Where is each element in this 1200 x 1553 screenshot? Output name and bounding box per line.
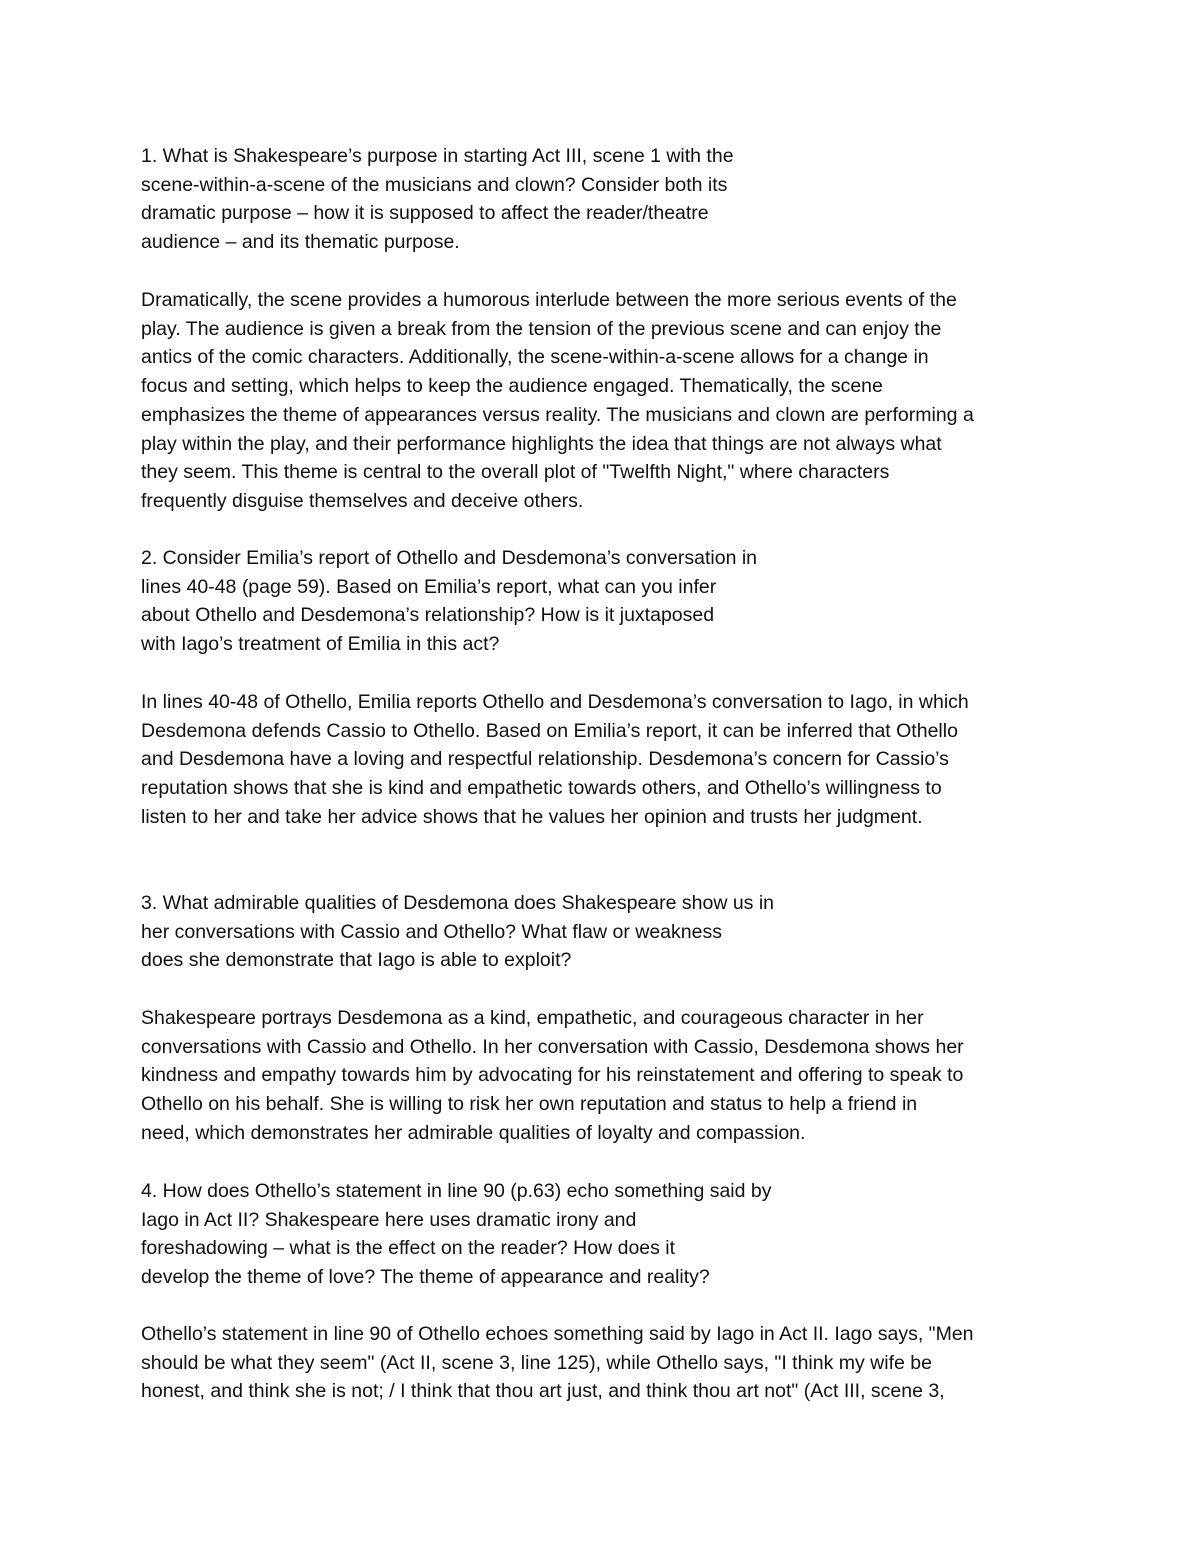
answer-2-line: and Desdemona have a loving and respectful relationship. Desdemona’s concern for Cassio’s [141, 748, 949, 771]
question-3-line: 3. What admirable qualities of Desdemona does Shakespeare show us in [141, 892, 775, 914]
answer-1-line: focus and setting, which helps to keep the audience engaged. Thematically, the scene [141, 375, 883, 398]
question-2-line: 2. Consider Emilia’s report of Othello and Desdemona’s conversation in [141, 547, 758, 569]
answer-1-line: emphasizes the theme of appearances versus reality. The musicians and clown are performing a [141, 403, 974, 426]
answer-1-line: play within the play, and their performance highlights the idea that things are not always what [141, 432, 942, 455]
answer-1-line: they seem. This theme is central to the overall plot of "Twelfth Night," where characters [141, 461, 890, 484]
answer-2-line: reputation shows that she is kind and empathetic towards others, and Othello’s willingness to [141, 777, 942, 800]
question-3 [141, 889, 774, 975]
answer-3-line: Othello on his behalf. She is willing to risk her own reputation and status to help a friend in [141, 1093, 918, 1116]
answer-4-line: Othello’s statement in line 90 of Othello echoes something said by Iago in Act II. Iago says, "Men [141, 1323, 974, 1345]
question-3-line: does she demonstrate that Iago is able to exploit? [141, 949, 572, 972]
answer-3-line: Shakespeare portrays Desdemona as a kind, empathetic, and courageous character in her [141, 1007, 924, 1029]
question-1-line: 1. What is Shakespeare’s purpose in starting Act III, scene 1 with the [141, 145, 734, 167]
answer-3-line: need, which demonstrates her admirable qualities of loyalty and compassion. [141, 1121, 806, 1144]
answer-4-line: should be what they seem" (Act II, scene 3, line 125), while Othello says, "I think my wife be [141, 1351, 932, 1374]
question-1 [141, 142, 734, 257]
question-3-line: her conversations with Cassio and Othello? What flaw or weakness [141, 920, 722, 943]
question-4-line: Iago in Act II? Shakespeare here uses dramatic irony and [141, 1208, 637, 1231]
answer-1 [141, 286, 974, 516]
question-1-line: audience – and its thematic purpose. [141, 231, 460, 254]
question-1-line: dramatic purpose – how it is supposed to affect the reader/theatre [141, 202, 709, 225]
question-4-line: foreshadowing – what is the effect on the reader? How does it [141, 1237, 676, 1260]
answer-2-line: listen to her and take her advice shows that he values her opinion and trusts her judgment. [141, 805, 923, 828]
answer-3 [141, 1004, 964, 1148]
answer-1-line: frequently disguise themselves and deceive others. [141, 489, 584, 512]
answer-1-line: antics of the comic characters. Additionally, the scene-within-a-scene allows for a change in [141, 346, 929, 369]
question-4-line: 4. How does Othello’s statement in line 90 (p.63) echo something said by [141, 1180, 772, 1202]
answer-1-line: play. The audience is given a break from the tension of the previous scene and can enjoy the [141, 317, 942, 340]
answer-4 [141, 1320, 974, 1406]
question-2 [141, 544, 757, 659]
answer-3-line: kindness and empathy towards him by advocating for his reinstatement and offering to speak to [141, 1064, 964, 1087]
question-2-line: about Othello and Desdemona’s relationship? How is it juxtaposed [141, 604, 715, 627]
question-4-line: develop the theme of love? The theme of appearance and reality? [141, 1266, 710, 1289]
question-4 [141, 1177, 772, 1292]
question-1-line: scene-within-a-scene of the musicians and clown? Consider both its [141, 173, 728, 196]
answer-2-line: Desdemona defends Cassio to Othello. Based on Emilia’s report, it can be inferred that Othello [141, 719, 958, 742]
answer-2 [141, 688, 969, 832]
answer-4-line: honest, and think she is not; / I think that thou art just, and think thou art not" (Act III, scene 3, [141, 1380, 945, 1403]
answer-1-line: Dramatically, the scene provides a humorous interlude between the more serious events of the [141, 289, 957, 311]
question-2-line: lines 40-48 (page 59). Based on Emilia’s report, what can you infer [141, 575, 717, 598]
answer-2-line: In lines 40-48 of Othello, Emilia reports Othello and Desdemona’s conversation to Iago, in which [141, 691, 969, 713]
question-2-line: with Iago’s treatment of Emilia in this act? [141, 633, 500, 656]
answer-3-line: conversations with Cassio and Othello. In her conversation with Cassio, Desdemona shows her [141, 1035, 964, 1058]
